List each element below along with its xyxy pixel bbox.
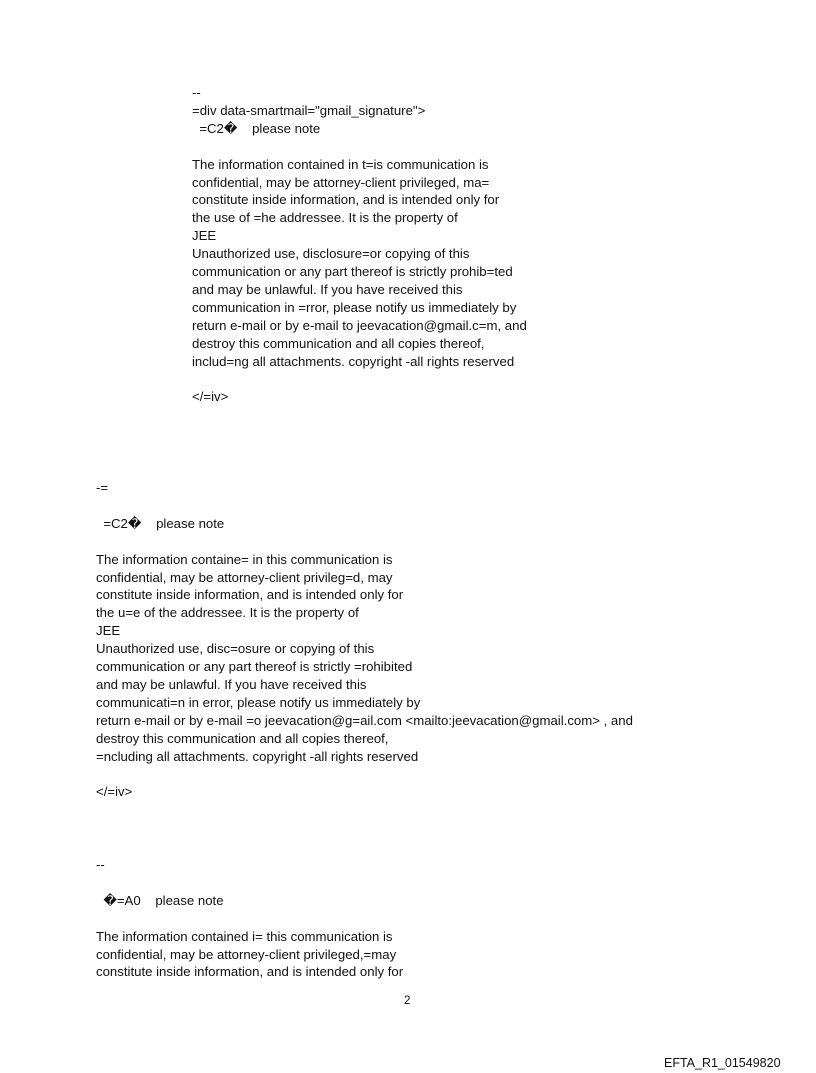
block1-line: confidential, may be attorney-client privileged, ma= <box>192 174 490 190</box>
block1-line: </=iv> <box>192 389 229 405</box>
block2-line: -= <box>96 480 109 495</box>
block2-line: =C2� please note <box>96 515 225 531</box>
block3-line: �=A0 please note <box>96 892 224 908</box>
block3-line: constitute inside information, and is intended only for <box>96 964 404 980</box>
block1-line: and may be unlawful. If you have received this <box>192 281 463 297</box>
block1-line: the use of =he addressee. It is the property of <box>192 210 458 226</box>
page-number: 2 <box>404 995 411 1007</box>
block1-line: Unauthorized use, disclosure=or copying of this <box>192 246 470 262</box>
block2-line: The information containe= in this communication is <box>96 551 393 567</box>
block2-line: communication or any part thereof is strictly =rohibited <box>96 659 413 674</box>
block2-line: </=iv> <box>96 784 133 800</box>
block3-line: confidential, may be attorney-client privileged,=may <box>96 946 397 962</box>
block2-line: Unauthorized use, disc=osure or copying of this <box>96 641 375 657</box>
block3-line: The information contained i= this communication is <box>96 928 393 944</box>
block1-line: includ=ng all attachments. copyright -all rights reserved <box>192 353 515 369</box>
block1-line: constitute inside information, and is intended only for <box>192 192 500 208</box>
block1-line: communication in =rror, please notify us immediately by <box>192 299 517 315</box>
block1-line: destroy this communication and all copies thereof, <box>192 335 485 351</box>
document-id: EFTA_R1_01549820 <box>664 1056 781 1070</box>
block2-line: destroy this communication and all copies thereof, <box>96 730 389 746</box>
block2-line: return e-mail or by e-mail =o jeevacation@g=ail.com <mailto:jeevacation@gmail.com> , and <box>96 712 633 728</box>
block3-line: -- <box>96 857 105 872</box>
block2-line: =ncluding all attachments. copyright -all rights reserved <box>96 748 419 764</box>
block1-line: -- <box>192 85 201 100</box>
block1-line: The information contained in t=is communication is <box>192 156 489 172</box>
block1-line: return e-mail or by e-mail to jeevacation@gmail.c=m, and <box>192 317 527 333</box>
block1-line: communication or any part thereof is strictly prohib=ted <box>192 264 513 279</box>
block2-line: communicati=n in error, please notify us immediately by <box>96 694 421 710</box>
block1-line: JEE <box>192 228 217 244</box>
block2-line: JEE <box>96 623 121 639</box>
block1-line: =C2� please note <box>192 120 321 136</box>
block1-line: =div data-smartmail="gmail_signature"> <box>192 102 426 118</box>
block2-line: constitute inside information, and is intended only for <box>96 587 404 603</box>
block2-line: the u=e of the addressee. It is the property of <box>96 605 359 621</box>
block2-line: confidential, may be attorney-client privileg=d, may <box>96 569 393 585</box>
block2-line: and may be unlawful. If you have received this <box>96 676 367 692</box>
